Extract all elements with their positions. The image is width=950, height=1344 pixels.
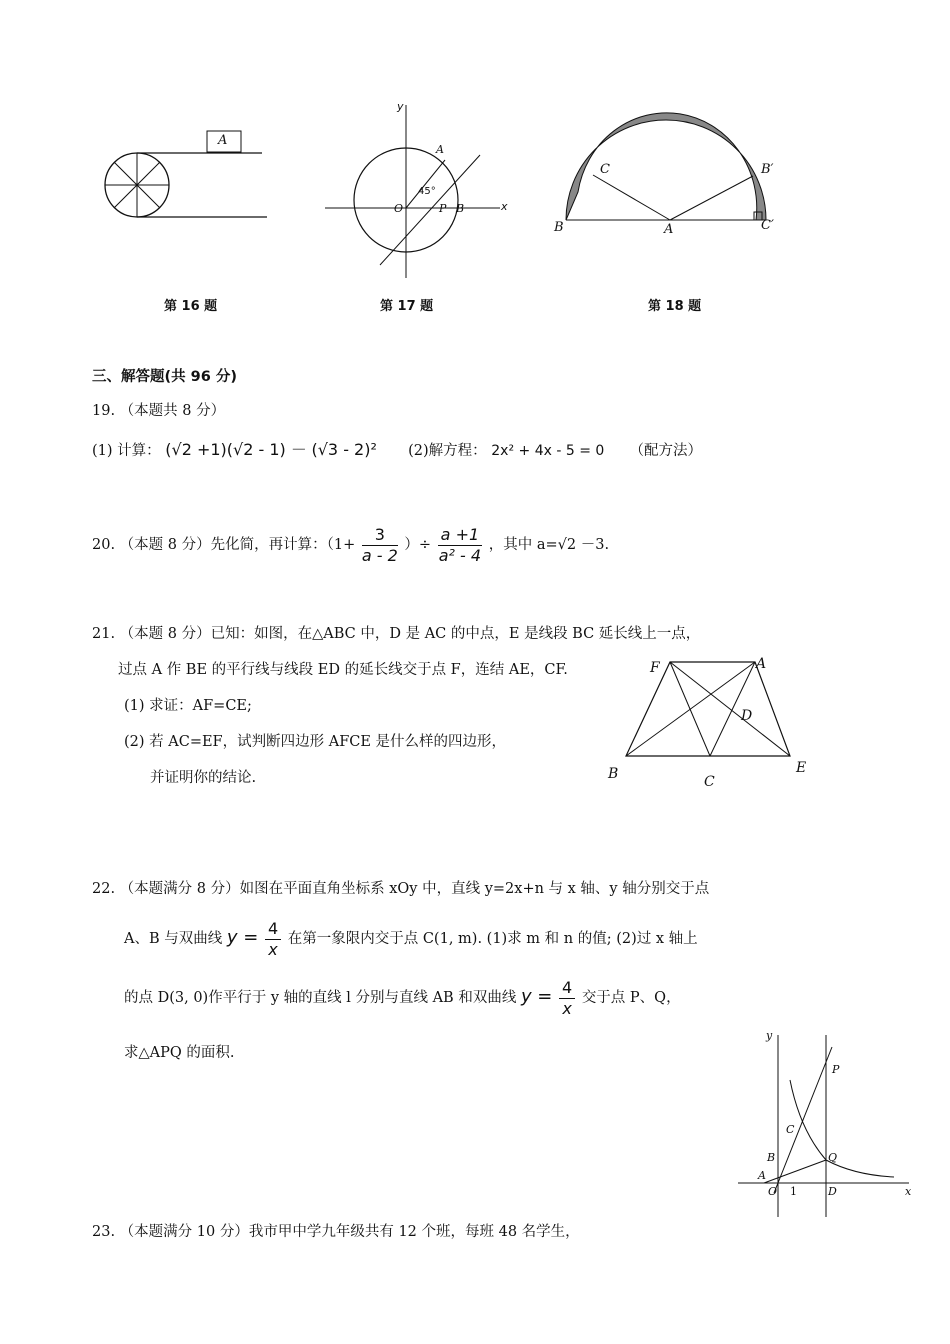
q22-line3b: 交于点 P、Q， xyxy=(581,990,681,1006)
q22-fig-d: D xyxy=(828,1185,837,1198)
q20-frac2 xyxy=(438,525,482,566)
q22-fig-a: A xyxy=(758,1169,766,1182)
q20-mid: ）÷ xyxy=(404,537,432,553)
q20-frac1-den: a - 2 xyxy=(361,545,398,565)
q20-frac2-num: a +1 xyxy=(438,525,482,546)
q20-suffix: ，其中 a=√2 －3. xyxy=(488,537,610,553)
q22-fig-b: B xyxy=(767,1151,776,1164)
q22-fig-q: Q xyxy=(828,1151,838,1164)
q22-frac1-num: 4 xyxy=(265,919,281,940)
q22-line3: 的点 D(3, 0)作平行于 y 轴的直线 l 分别与直线 AB 和双曲线 y = $\frac{4}{x}$ 交于点 P、Q， xyxy=(124,977,681,1018)
q22-line2a: A、B 与双曲线 xyxy=(124,931,223,947)
q22-line3a: 的点 D(3, 0)作平行于 y 轴的直线 l 分别与直线 AB 和双曲线 xyxy=(124,990,517,1006)
fig17-b: B xyxy=(456,202,465,215)
figure-16 xyxy=(92,100,312,320)
fig18-c: C xyxy=(600,162,610,177)
q19-p2-prefix: (2)解方程： xyxy=(408,443,487,459)
fig17-x: x xyxy=(501,200,508,213)
q21-figure xyxy=(600,650,820,790)
q21-part2: (2) 若 AC=EF，试判断四边形 AFCE 是什么样的四边形， xyxy=(124,734,507,750)
q19-p1-expr-a: (√2 +1)(√2 - 1) － xyxy=(165,440,307,459)
q19-head: 19. （本题共 8 分） xyxy=(92,403,226,419)
fig18-b: B xyxy=(554,220,564,235)
q22-frac1-den: x xyxy=(268,939,278,959)
fig18-bp: B′ xyxy=(761,162,774,177)
q22-fig-x: x xyxy=(905,1185,912,1198)
q22-frac2-den: x xyxy=(562,998,572,1018)
fig17-o: O xyxy=(394,202,404,215)
fig18-caption: 第 18 题 xyxy=(648,299,702,314)
q22-fig-p: P xyxy=(832,1063,840,1076)
q20-frac2-den: a² - 4 xyxy=(438,545,482,565)
q22-fig-c: C xyxy=(786,1123,795,1136)
q22-frac-2 xyxy=(559,978,575,1019)
q21-line2: 过点 A 作 BE 的平行线与线段 ED 的延长线交于点 F，连结 AE，CF. xyxy=(118,662,568,678)
q22-line2: A、B 与双曲线 y = $\frac{4}{x}$ 在第一象限内交于点 C(1, m). (1)求 m 和 n 的值; (2)过 x 轴上 xyxy=(124,918,698,959)
q21-part2b: 并证明你的结论. xyxy=(150,770,257,786)
q21-fig-c: C xyxy=(704,774,715,790)
q21-fig-d: D xyxy=(741,708,753,724)
q22-line1: 22. （本题满分 8 分）如图在平面直角坐标系 xOy 中，直线 y=2x+n 与 x 轴、y 轴分别交于点 xyxy=(92,881,710,897)
q22-figure xyxy=(734,1025,924,1221)
q22-frac-1 xyxy=(265,919,281,960)
fig18-a: A xyxy=(664,222,674,237)
figure-17 xyxy=(320,100,520,320)
fig16-caption: 第 16 题 xyxy=(164,299,218,314)
q22-fig-y: y xyxy=(766,1029,773,1042)
q19-p1-prefix: (1) 计算： xyxy=(92,443,161,459)
q20-prefix: 20. （本题 8 分）先化简，再计算：（1+ xyxy=(92,537,356,553)
q23-line1: 23. （本题满分 10 分）我市甲中学九年级共有 12 个班，每班 48 名学生， xyxy=(92,1224,580,1240)
q20-line xyxy=(92,522,609,568)
q21-fig-f: F xyxy=(650,660,660,676)
q19-line xyxy=(92,440,702,461)
q21-fig-b: B xyxy=(608,766,619,782)
q22-frac2-num: 4 xyxy=(559,978,575,999)
fig17-a: A xyxy=(436,143,444,156)
fig17-p: P xyxy=(439,202,447,215)
q21-fig-a: A xyxy=(756,656,767,672)
fig17-caption: 第 17 题 xyxy=(380,299,434,314)
q21-part1: (1) 求证：AF=CE; xyxy=(124,698,252,714)
fig16-label-a: A xyxy=(218,133,228,148)
q20-frac1-num: 3 xyxy=(362,525,398,546)
fig17-y: y xyxy=(397,100,404,113)
q21-fig-e: E xyxy=(796,760,807,776)
section-title: 三、解答题(共 96 分) xyxy=(92,369,238,385)
q22-fig-one: 1 xyxy=(790,1185,797,1198)
q19-p2-suffix: （配方法） xyxy=(629,443,703,459)
q21-line1: 21. （本题 8 分）已知：如图，在△ABC 中，D 是 AC 的中点，E 是线段 BC 延长线上一点， xyxy=(92,626,701,642)
fig17-angle: 45° xyxy=(418,186,436,197)
q22-line2b: 在第一象限内交于点 C(1, m). (1)求 m 和 n 的值; (2)过 x 轴上 xyxy=(287,931,698,947)
q22-line4: 求△APQ 的面积. xyxy=(124,1045,235,1061)
q22-fig-o: O xyxy=(768,1185,778,1198)
figure-18 xyxy=(548,100,848,320)
q20-frac1 xyxy=(362,525,398,566)
fig18-cp: C′ xyxy=(761,218,774,233)
q19-p1-expr-b: (√3 - 2)² xyxy=(311,440,377,459)
q19-p2-expr: 2x² + 4x - 5 = 0 xyxy=(491,443,605,459)
